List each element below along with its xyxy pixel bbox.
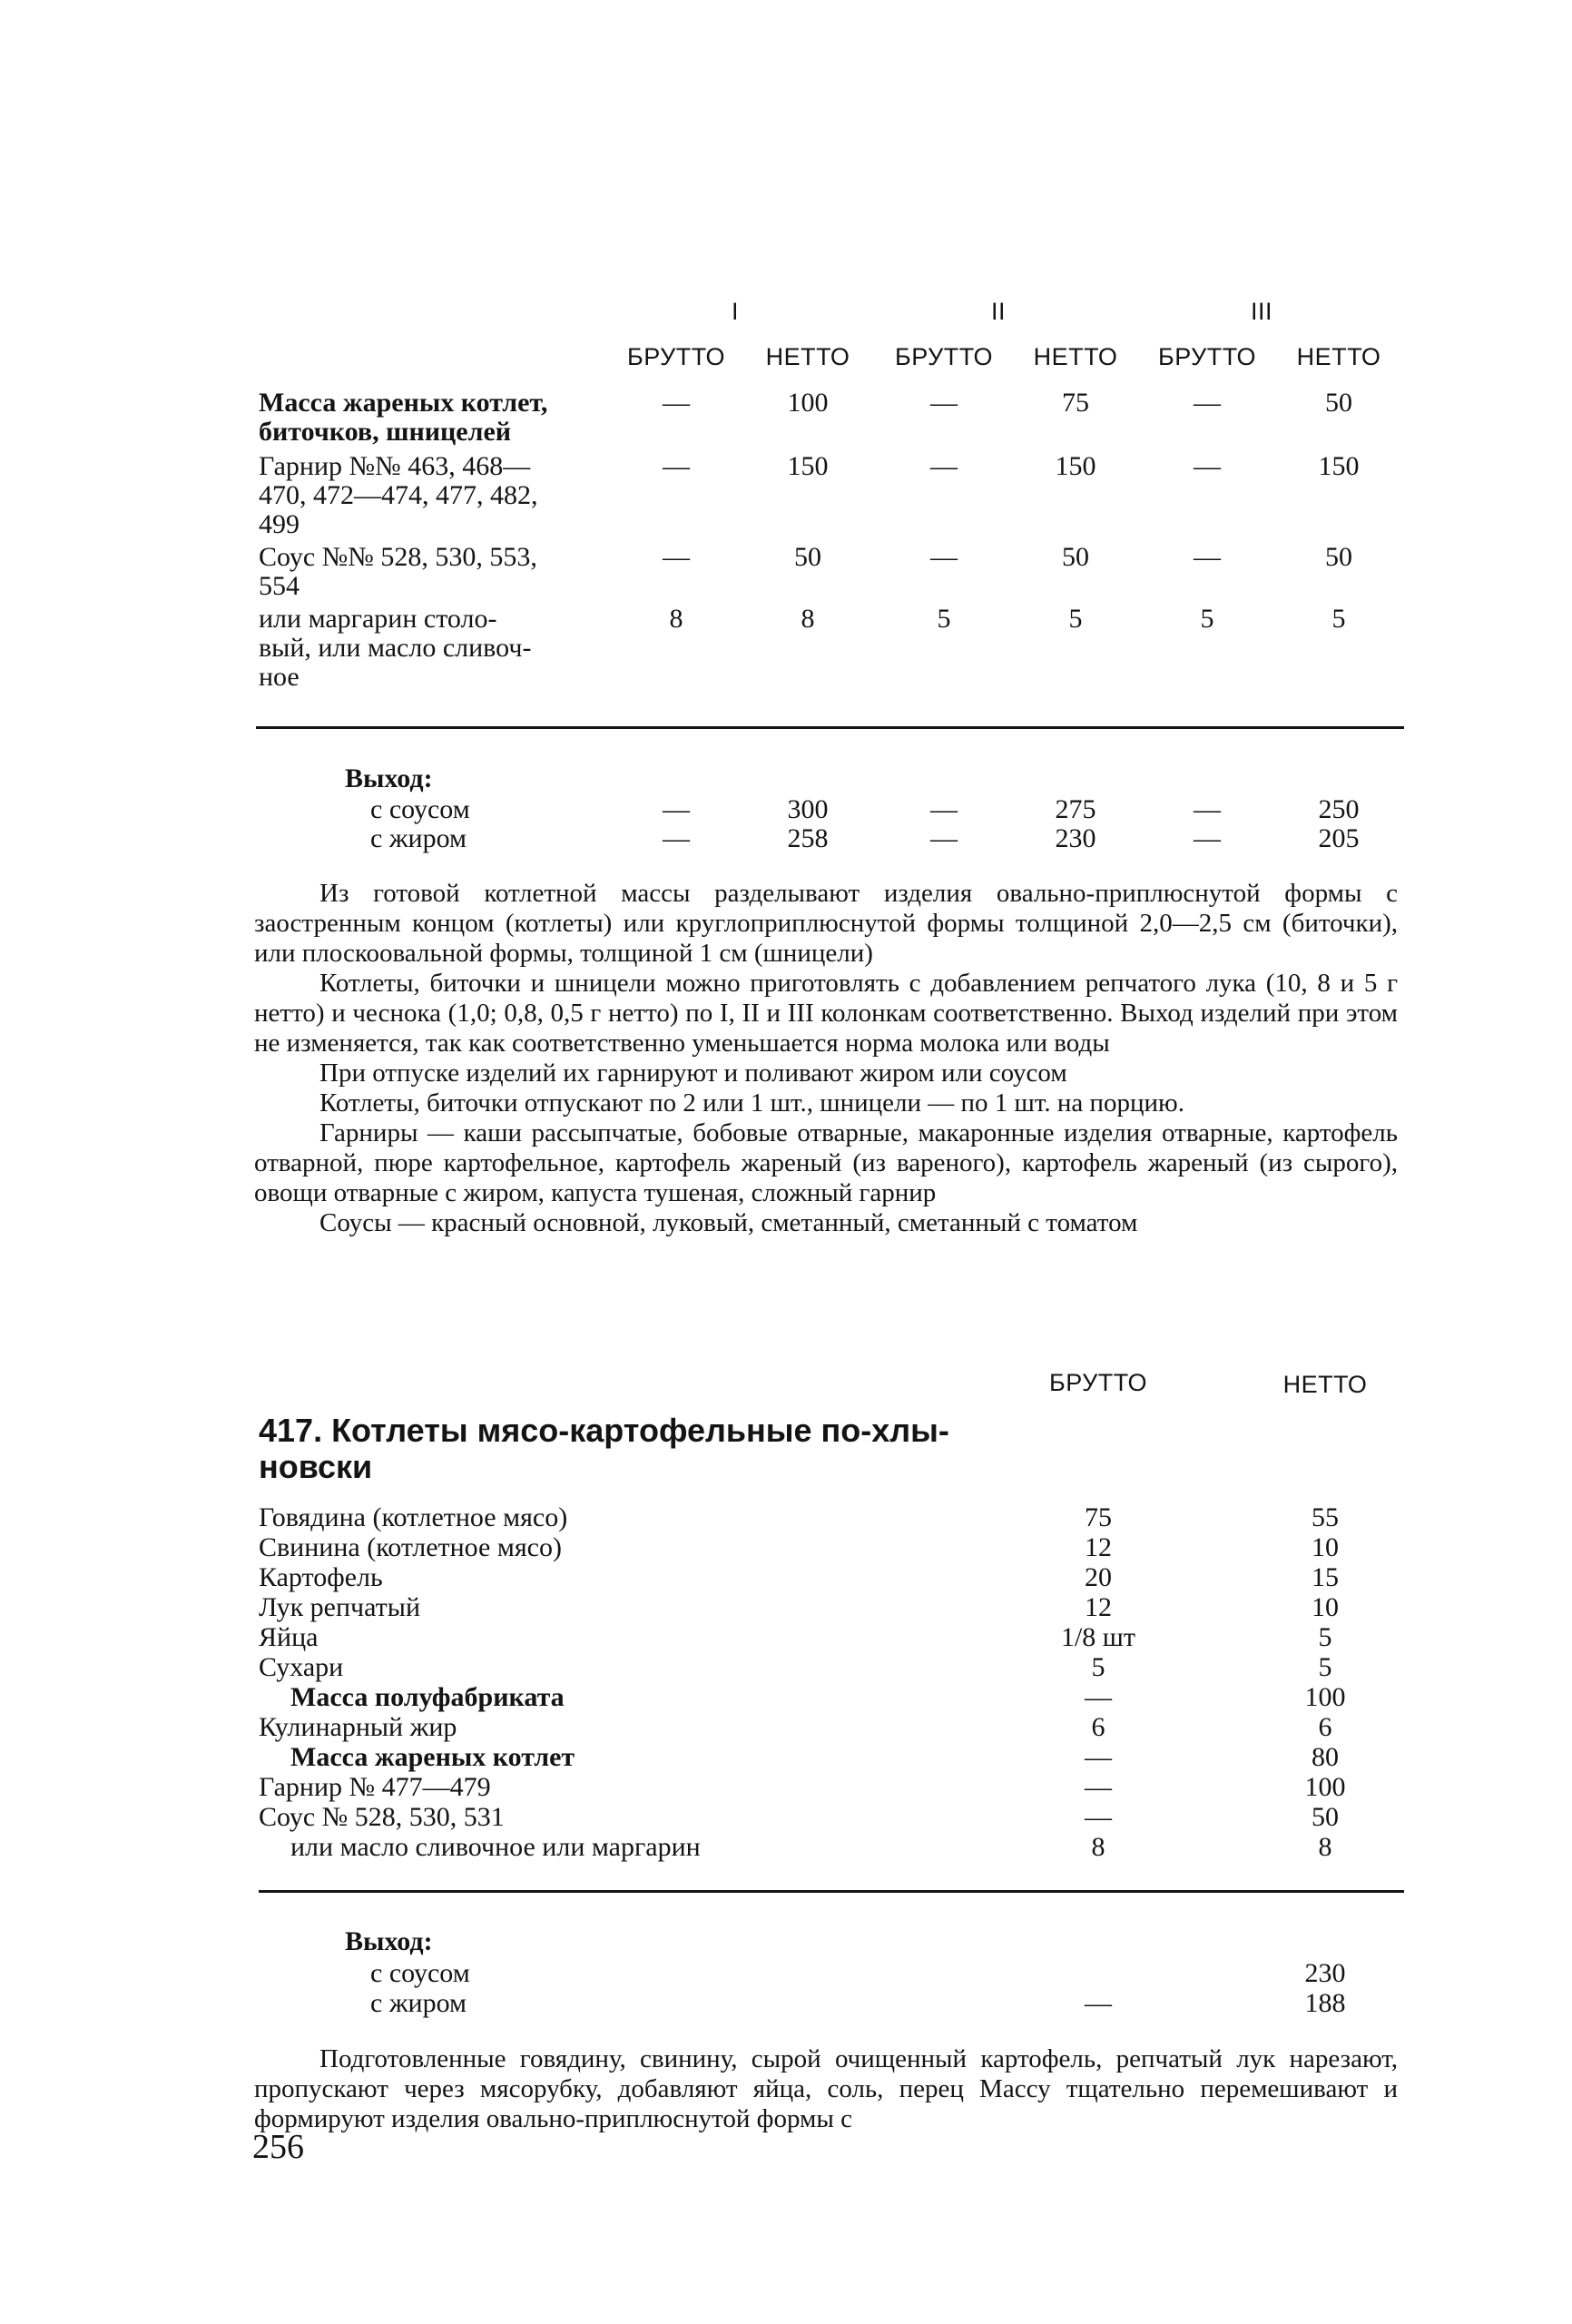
- table-cell: 10: [1312, 1532, 1339, 1562]
- col-header: НЕТТО: [1296, 343, 1381, 370]
- col-header: БРУТТО: [626, 343, 726, 370]
- table-cell: —: [663, 542, 690, 572]
- table-cell: —: [1194, 451, 1221, 481]
- table-cell: 75: [1085, 1502, 1112, 1532]
- ingredient-label: Соус № 528, 530, 531: [259, 1802, 505, 1832]
- table-cell: —: [930, 388, 958, 418]
- table-cell: 80: [1312, 1742, 1339, 1772]
- table-cell: —: [1085, 1682, 1112, 1712]
- table-cell: 300: [787, 794, 829, 824]
- table-cell: 1/8 шт: [1060, 1622, 1136, 1652]
- ingredient-label: Лук репчатый: [259, 1592, 420, 1622]
- body-text: [254, 879, 1398, 1238]
- table-cell: 12: [1085, 1592, 1112, 1622]
- ingredient-label: Гарнир № 477—479: [259, 1772, 491, 1802]
- ingredient-label: Масса жареных котлет: [290, 1742, 575, 1772]
- table-cell: 8: [801, 604, 815, 634]
- table-row-label: Соус №№ 528, 530, 553, 554: [259, 542, 537, 601]
- paragraph: Подготовленные говядину, свинину, сырой очищенный картофель, репчатый лук нарезают, пропускают через мясорубку, добавляют яйца, соль, перец Массу тщательно перемешивают и формируют изделия овально-приплюснутой формы с: [254, 2044, 1398, 2133]
- table1-divider: [256, 726, 1404, 729]
- recipe417-divider: [259, 1890, 1404, 1893]
- col-header: НЕТТО: [765, 343, 850, 370]
- ingredient-label: Масса полуфабриката: [290, 1682, 565, 1712]
- table-cell: 6: [1318, 1712, 1332, 1742]
- table-cell: 250: [1318, 794, 1360, 824]
- table-cell: 5: [1200, 604, 1214, 634]
- ingredient-label: Картофель: [259, 1562, 383, 1592]
- group-label-i: I: [731, 298, 739, 325]
- paragraph: Гарниры — каши рассыпчатые, бобовые отварные, макаронные изделия отварные, картофель отварной, пюре картофельное, картофель жареный (из вареного), картофель жареный (из сырого), овощи отварные с жиром, капуста тушеная, сложный гарнир: [254, 1118, 1398, 1207]
- output-label: с соусом: [370, 1958, 470, 1988]
- table-cell: —: [1194, 388, 1221, 418]
- table-cell: 150: [787, 451, 829, 481]
- table-row-label: или маргарин столо- вый, или масло сливоч- ное: [259, 604, 532, 692]
- table-cell: 75: [1062, 388, 1089, 418]
- col-header: БРУТТО: [1048, 1369, 1148, 1396]
- table-row-label: Гарнир №№ 463, 468— 470, 472—474, 477, 482, 499: [259, 451, 538, 539]
- table-cell: —: [1085, 1772, 1112, 1802]
- table-cell: 20: [1085, 1562, 1112, 1592]
- table-cell: —: [1194, 823, 1221, 853]
- table-cell: —: [1085, 1802, 1112, 1832]
- table-cell: 50: [1312, 1802, 1339, 1832]
- table-cell: 12: [1085, 1532, 1112, 1562]
- page-number: 256: [252, 2128, 304, 2166]
- table-cell: —: [930, 823, 958, 853]
- table-cell: 230: [1055, 823, 1096, 853]
- table-cell: —: [1085, 1988, 1112, 2018]
- paragraph: При отпуске изделий их гарнируют и поливают жиром или соусом: [319, 1059, 1067, 1088]
- table-cell: 50: [1325, 542, 1352, 572]
- table-cell: 6: [1091, 1712, 1105, 1742]
- ingredient-label: Говядина (котлетное мясо): [259, 1502, 568, 1532]
- table-cell: 50: [794, 542, 821, 572]
- output-title: Выход:: [345, 763, 433, 793]
- col-header: БРУТТО: [894, 343, 994, 370]
- table-cell: —: [1194, 794, 1221, 824]
- group-label-iii: III: [1250, 298, 1272, 325]
- table-cell: —: [1085, 1742, 1112, 1772]
- ingredient-label: или масло сливочное или маргарин: [290, 1832, 701, 1862]
- ingredient-label: Сухари: [259, 1652, 344, 1682]
- paragraph: Котлеты, биточки отпускают по 2 или 1 шт., шницели — по 1 шт. на порцию.: [319, 1088, 1184, 1118]
- table-cell: —: [1194, 542, 1221, 572]
- table-cell: 205: [1318, 823, 1360, 853]
- col-header: НЕТТО: [1282, 1371, 1368, 1398]
- table-cell: 8: [1318, 1832, 1332, 1862]
- paragraph: Котлеты, биточки и шницели можно приготовлять с добавлением репчатого лука (10, 8 и 5 г нетто) и чеснока (1,0; 0,8, 0,5 г нетто) по I, II и III колонкам соответственно. Выход изделий при этом не изменяется, так как соответственно уменьшается норма молока или воды: [254, 969, 1398, 1058]
- table-cell: 5: [1331, 604, 1346, 634]
- table-cell: 150: [1055, 451, 1096, 481]
- table-cell: 188: [1304, 1988, 1346, 2018]
- table-cell: —: [663, 388, 690, 418]
- table-cell: —: [663, 451, 690, 481]
- table-cell: 5: [1091, 1652, 1105, 1682]
- recipe-title: 417. Котлеты мясо-картофельные по-хлы- новски: [259, 1412, 949, 1485]
- table-cell: 275: [1055, 794, 1096, 824]
- table-cell: 100: [1304, 1772, 1346, 1802]
- output-title: Выход:: [345, 1926, 433, 1956]
- table-cell: 5: [1068, 604, 1083, 634]
- ingredient-label: Яйца: [259, 1622, 319, 1652]
- table-cell: 258: [787, 823, 829, 853]
- table-cell: 100: [787, 388, 829, 418]
- table-cell: 8: [1091, 1832, 1105, 1862]
- paragraph: Соусы — красный основной, луковый, сметанный, сметанный с томатом: [319, 1208, 1138, 1237]
- body-text: [254, 2044, 1398, 2134]
- ingredient-label: Кулинарный жир: [259, 1712, 457, 1742]
- paragraph: Из готовой котлетной массы разделывают изделия овально-приплюснутой формы с заостренным концом (котлеты) или круглоприплюснутой формы толщиной 2,0—2,5 см (биточки), или плоскоовальной формы, толщиной 1 см (шницели): [254, 879, 1398, 968]
- table-cell: —: [930, 451, 958, 481]
- table-cell: —: [663, 794, 690, 824]
- table-cell: 8: [669, 604, 683, 634]
- output-label: с соусом: [370, 794, 470, 824]
- group-label-ii: II: [990, 298, 1006, 325]
- col-header: НЕТТО: [1033, 343, 1118, 370]
- table-row-label: Масса жареных котлет, биточков, шницелей: [259, 388, 548, 447]
- table-cell: 230: [1304, 1958, 1346, 1988]
- table-cell: 5: [1318, 1622, 1332, 1652]
- table-cell: —: [930, 794, 958, 824]
- table-cell: 150: [1318, 451, 1360, 481]
- table-cell: 100: [1304, 1682, 1346, 1712]
- table-cell: —: [663, 823, 690, 853]
- table-cell: 10: [1312, 1592, 1339, 1622]
- table-cell: —: [930, 542, 958, 572]
- table-cell: 5: [1318, 1652, 1332, 1682]
- table-cell: 50: [1062, 542, 1089, 572]
- table-cell: 15: [1312, 1562, 1339, 1592]
- table-cell: 55: [1312, 1502, 1339, 1532]
- output-label: с жиром: [370, 1988, 467, 2018]
- col-header: БРУТТО: [1157, 343, 1257, 370]
- output-label: с жиром: [370, 823, 467, 853]
- ingredient-label: Свинина (котлетное мясо): [259, 1532, 562, 1562]
- table-cell: 50: [1325, 388, 1352, 418]
- table-cell: 5: [937, 604, 951, 634]
